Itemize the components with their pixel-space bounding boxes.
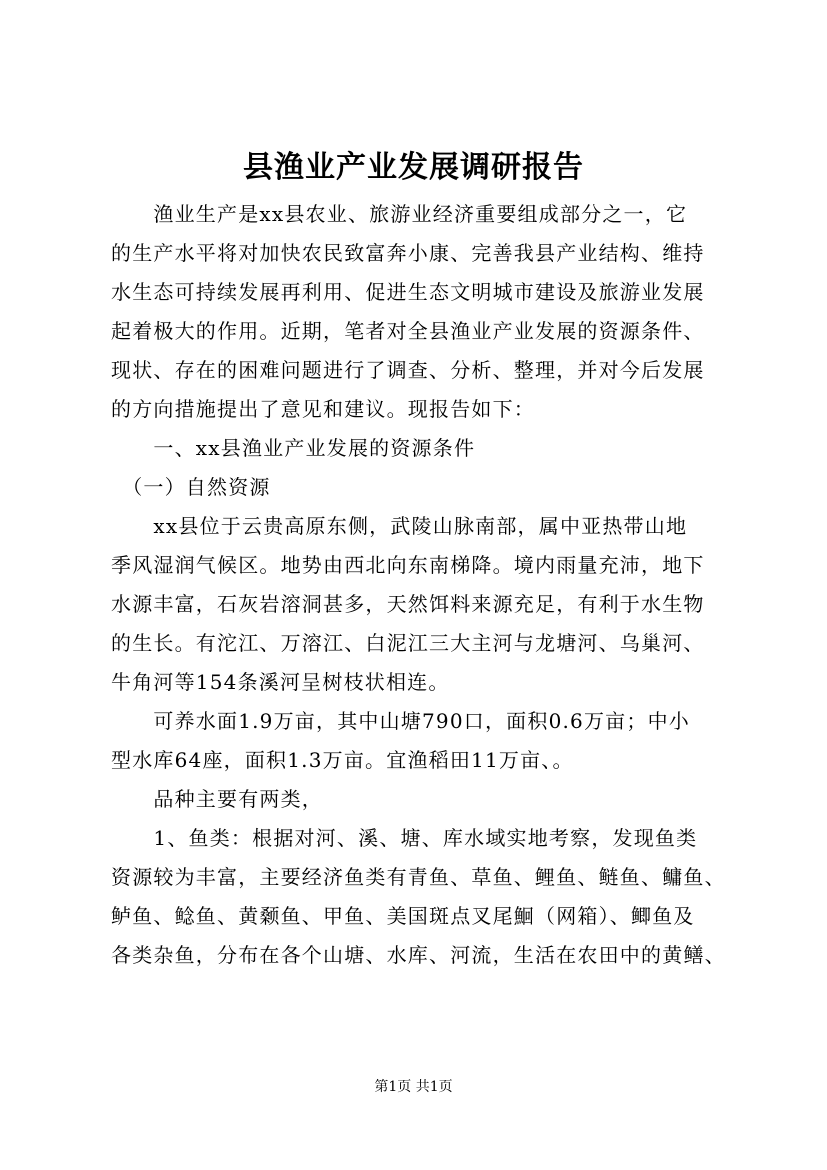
text-line: 可养水面1.9万亩，其中山塘790口，面积0.6万亩；中小 <box>111 709 690 733</box>
text-line: 起着极大的作用。近期，笔者对全县渔业产业发展的资源条件、 <box>111 319 705 343</box>
text-line: 水生态可持续发展再利用、促进生态文明城市建设及旅游业发展 <box>111 280 705 304</box>
text-line: 品种主要有两类， <box>111 787 323 811</box>
text-line: 季风湿润气候区。地势由西北向东南梯降。境内雨量充沛，地下 <box>111 553 705 577</box>
text-line: 鲈鱼、鲶鱼、黄颡鱼、甲鱼、美国斑点叉尾鮰（网箱）、鲫鱼及 <box>111 904 695 928</box>
text-line: 牛角河等154条溪河呈树枝状相连。 <box>111 670 450 694</box>
text-line: 1、鱼类：根据对河、溪、塘、库水域实地考察，发现鱼类 <box>111 826 698 850</box>
text-line: 的生产水平将对加快农民致富奔小康、完善我县产业结构、维持 <box>111 241 705 265</box>
section-heading: 一、xx县渔业产业发展的资源条件 <box>111 436 476 460</box>
text-line: 的生长。有沱江、万溶江、白泥江三大主河与龙塘河、乌巢河、 <box>111 631 705 655</box>
page-number-footer: 第1页 共1页 <box>374 1079 453 1095</box>
document-title: 县渔业产业发展调研报告 <box>243 150 584 185</box>
text-line: 资源较为丰富，主要经济鱼类有青鱼、草鱼、鲤鱼、鲢鱼、鳙鱼、 <box>111 865 726 889</box>
text-line: 的方向措施提出了意见和建议。现报告如下： <box>111 397 535 421</box>
text-line: xx县位于云贵高原东侧，武陵山脉南部，属中亚热带山地 <box>111 514 688 538</box>
text-line: 渔业生产是xx县农业、旅游业经济重要组成部分之一，它 <box>111 202 688 226</box>
text-line: 型水库64座，面积1.3万亩。宜渔稻田11万亩、。 <box>111 748 574 772</box>
text-line: 现状、存在的困难问题进行了调查、分析、整理，并对今后发展 <box>111 358 705 382</box>
subsection-heading: （一）自然资源 <box>111 475 271 499</box>
text-line: 各类杂鱼，分布在各个山塘、水库、河流，生活在农田中的黄鳝、 <box>111 943 726 967</box>
text-line: 水源丰富，石灰岩溶洞甚多，天然饵料来源充足，有利于水生物 <box>111 592 705 616</box>
document-body <box>111 195 741 975</box>
